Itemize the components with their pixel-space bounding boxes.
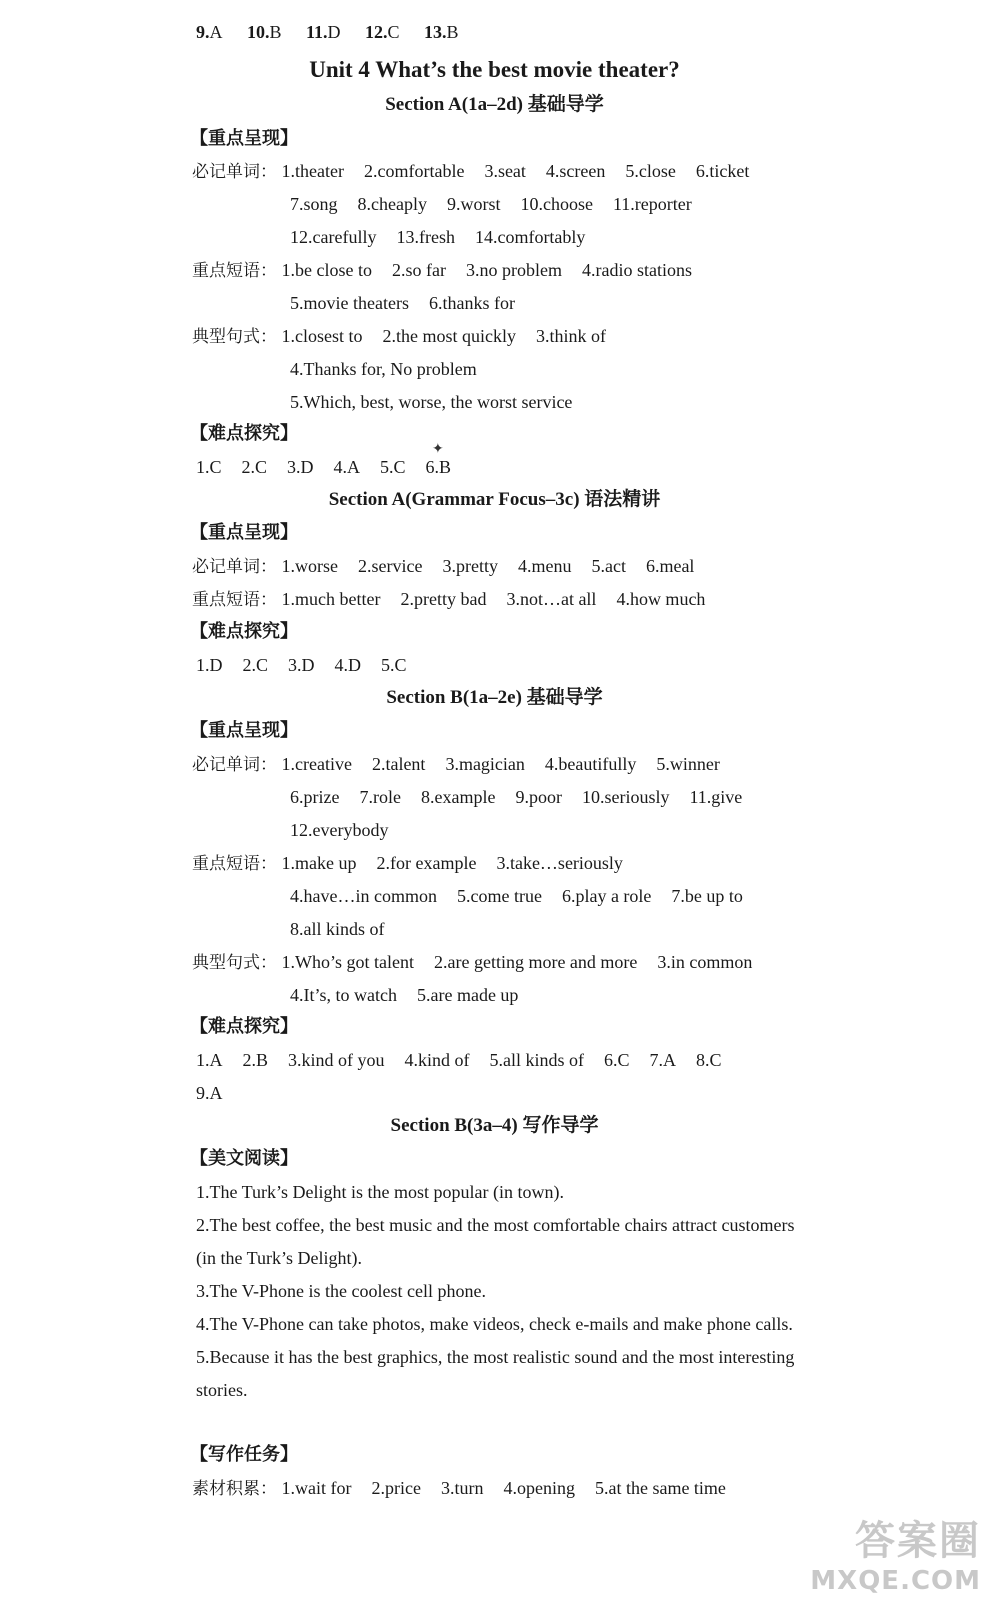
words-line: 必记单词： 1.worse 2.service 3.pretty 4.menu 5.act 6.meal: [192, 556, 695, 577]
phrases-line: 8.all kinds of: [290, 919, 385, 939]
sentences-line: 典型句式： 1.Who’s got talent 2.are getting more and more 3.in common: [192, 952, 753, 973]
phrases-line: 重点短语： 1.be close to 2.so far 3.no problem 4.radio stations: [192, 260, 692, 281]
top-answer-line: 9.A 10.B 11.D 12.C 13.B: [196, 22, 459, 42]
section-a-2-title: Section A(Grammar Focus–3c) 语法精讲: [328, 489, 661, 510]
words-line: 12.carefully 13.fresh 14.comfortably: [290, 227, 586, 247]
reading-item: 4.The V-Phone can take photos, make videos, check e-mails and make phone calls.: [196, 1314, 793, 1334]
section-a-1-title: Section A(1a–2d) 基础导学: [385, 94, 604, 115]
difficult-label: 【难点探究】: [190, 1016, 298, 1037]
materials-line: 素材积累： 1.wait for 2.price 3.turn 4.opening 5.at the same time: [192, 1478, 726, 1499]
writing-task-label: 【写作任务】: [190, 1444, 298, 1465]
mark-icon: ✦: [432, 442, 444, 457]
reading-label: 【美文阅读】: [190, 1148, 298, 1169]
difficult-answers: 9.A: [196, 1083, 223, 1103]
watermark-logo: 答案圈 MXQE.COM: [810, 1518, 981, 1596]
difficult-answers: 1.D 2.C 3.D 4.D 5.C: [196, 655, 407, 675]
difficult-answers: 1.A 2.B 3.kind of you 4.kind of 5.all kinds of 6.C 7.A 8.C: [196, 1050, 722, 1070]
section-b-1-title: Section B(1a–2e) 基础导学: [386, 687, 603, 708]
key-points-label: 【重点呈现】: [190, 720, 298, 741]
reading-item: 2.The best coffee, the best music and the most comfortable chairs attract customers (in the Turk’s Delight).: [196, 1215, 795, 1268]
reading-item: 5.Because it has the best graphics, the most realistic sound and the most interesting stories.: [196, 1347, 795, 1400]
words-line: 12.everybody: [290, 820, 389, 840]
phrases-line: 重点短语： 1.much better 2.pretty bad 3.not…at all 4.how much: [192, 589, 706, 610]
words-line: 7.song 8.cheaply 9.worst 10.choose 11.reporter: [290, 194, 692, 214]
words-line: 6.prize 7.role 8.example 9.poor 10.seriously 11.give: [290, 787, 743, 807]
words-line: 必记单词： 1.theater 2.comfortable 3.seat 4.screen 5.close 6.ticket: [192, 161, 750, 182]
unit-title: Unit 4 What’s the best movie theater?: [309, 57, 680, 82]
sentences-line: 典型句式： 1.closest to 2.the most quickly 3.think of: [192, 326, 606, 347]
phrases-line: 5.movie theaters 6.thanks for: [290, 293, 515, 313]
sentences-line: 4.Thanks for, No problem: [290, 359, 477, 379]
difficult-answers: 1.C 2.C 3.D 4.A 5.C 6.B: [196, 457, 452, 477]
key-points-label: 【重点呈现】: [190, 522, 298, 543]
sentences-line: 5.Which, best, worse, the worst service: [290, 392, 573, 412]
phrases-line: 重点短语： 1.make up 2.for example 3.take…seriously: [192, 853, 623, 874]
key-points-label: 【重点呈现】: [190, 128, 298, 149]
difficult-label: 【难点探究】: [190, 621, 298, 642]
sentences-line: 4.It’s, to watch 5.are made up: [290, 985, 519, 1005]
reading-item: 3.The V-Phone is the coolest cell phone.: [196, 1281, 486, 1301]
section-b-2-title: Section B(3a–4) 写作导学: [390, 1115, 599, 1136]
phrases-line: 4.have…in common 5.come true 6.play a role 7.be up to: [290, 886, 743, 906]
words-line: 必记单词： 1.creative 2.talent 3.magician 4.beautifully 5.winner: [192, 754, 720, 775]
difficult-label: 【难点探究】: [190, 423, 298, 444]
reading-answers: [196, 1176, 816, 1407]
reading-item: 1.The Turk’s Delight is the most popular (in town).: [196, 1182, 564, 1202]
